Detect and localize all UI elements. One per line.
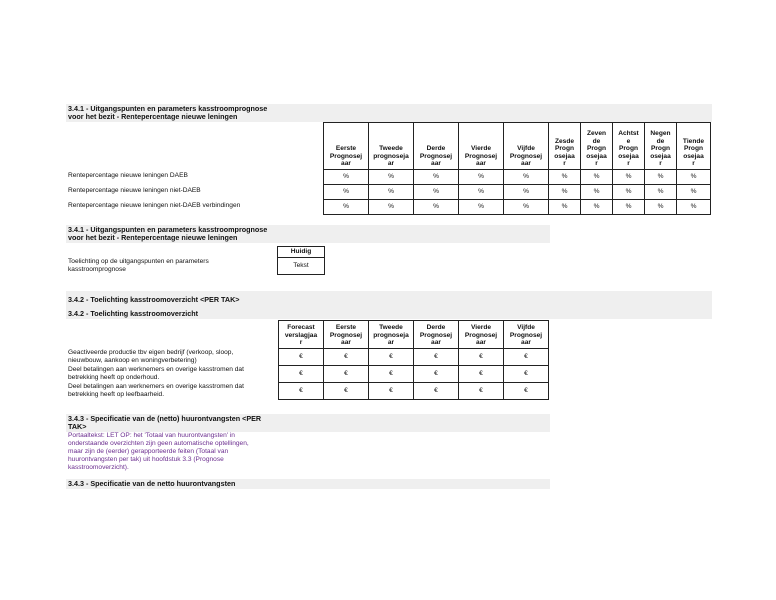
row-label: Rentepercentage nieuwe leningen niet-DAEB: [68, 187, 201, 194]
value-cell[interactable]: %: [459, 170, 504, 185]
value-cell[interactable]: %: [645, 185, 677, 200]
value-cell[interactable]: %: [459, 185, 504, 200]
value-cell[interactable]: €: [504, 383, 549, 400]
header-cell: Huidig: [278, 247, 325, 258]
header-cell: Forecast verslagjaa r: [279, 321, 324, 349]
header-cell: Negen de Progn osejaa r: [645, 123, 677, 170]
value-cell[interactable]: %: [504, 185, 549, 200]
value-cell[interactable]: €: [279, 366, 324, 383]
portal-note: Portaaltekst: LET OP: het 'Totaal van huurontvangsten' in onderstaande overzichten zijn geen automatische optellingen, maar zijn de (eerder) gerapporteerde feiten (Totaal van huurontvangsten per tak) uit hoofdstuk 3.3 (Prognose kasstroomoverzicht).: [68, 432, 249, 471]
value-cell[interactable]: %: [613, 185, 645, 200]
value-cell[interactable]: %: [677, 185, 711, 200]
value-cell[interactable]: €: [279, 383, 324, 400]
value-cell[interactable]: €: [369, 366, 414, 383]
value-cell[interactable]: %: [613, 170, 645, 185]
header-cell: Vierde Prognosej aar: [459, 321, 504, 349]
row-label: Toelichting op de uitgangspunten en parameters kasstroomprognose: [68, 258, 209, 273]
value-cell[interactable]: %: [581, 200, 613, 215]
value-cell[interactable]: €: [414, 349, 459, 366]
value-cell[interactable]: %: [549, 200, 581, 215]
value-cell[interactable]: %: [645, 200, 677, 215]
header-cell: Vierde Prognosej aar: [459, 123, 504, 170]
value-cell[interactable]: €: [459, 383, 504, 400]
value-cell[interactable]: €: [414, 383, 459, 400]
value-cell[interactable]: %: [324, 185, 369, 200]
value-cell[interactable]: %: [504, 170, 549, 185]
value-cell[interactable]: %: [369, 185, 414, 200]
header-cell: Eerste Prognosej aar: [324, 321, 369, 349]
value-cell[interactable]: €: [414, 366, 459, 383]
value-cell[interactable]: %: [581, 170, 613, 185]
value-cell[interactable]: %: [414, 200, 459, 215]
value-cell[interactable]: €: [324, 383, 369, 400]
value-cell[interactable]: €: [324, 349, 369, 366]
row-label: Geactiveerde productie tbv eigen bedrijf (verkoop, sloop, nieuwbouw, aankoop en woningverbetering): [68, 349, 234, 364]
value-cell[interactable]: %: [324, 200, 369, 215]
row-label: Rentepercentage nieuwe leningen DAEB: [68, 172, 188, 179]
header-cell: Derde Prognosej aar: [414, 123, 459, 170]
value-cell[interactable]: %: [459, 200, 504, 215]
section2-title: 3.4.1 - Uitgangspunten en parameters kasstroomprognose voor het bezit - Rentepercentage nieuwe leningen: [68, 225, 268, 243]
section4-title-a: 3.4.3 - Specificatie van de (netto) huurontvangsten <PER TAK>: [68, 414, 262, 432]
value-cell[interactable]: %: [581, 185, 613, 200]
header-cell: Zeven de Progn osejaa r: [581, 123, 613, 170]
value-cell[interactable]: €: [369, 383, 414, 400]
section1-title: 3.4.1 - Uitgangspunten en parameters kasstroomprognose voor het bezit - Rentepercentage nieuwe leningen: [68, 104, 268, 122]
value-cell[interactable]: €: [459, 349, 504, 366]
header-cell: Tweede prognoseja ar: [369, 321, 414, 349]
row-label: Deel betalingen aan werknemers en overige kasstromen dat betrekking heeft op onderhoud.: [68, 366, 244, 381]
value-cell[interactable]: €: [504, 366, 549, 383]
section3-table: [278, 320, 549, 400]
row-label: Rentepercentage nieuwe leningen niet-DAEB verbindingen: [68, 202, 241, 209]
header-cell: Derde Prognosej aar: [414, 321, 459, 349]
header-cell: Vijfde Prognosej aar: [504, 123, 549, 170]
value-cell[interactable]: %: [677, 200, 711, 215]
value-cell[interactable]: %: [677, 170, 711, 185]
value-cell[interactable]: %: [645, 170, 677, 185]
header-cell: Zesde Progn osejaa r: [549, 123, 581, 170]
value-cell[interactable]: €: [459, 366, 504, 383]
value-cell[interactable]: %: [414, 185, 459, 200]
value-cell[interactable]: €: [279, 349, 324, 366]
value-cell[interactable]: %: [369, 200, 414, 215]
row-label: Deel betalingen aan werknemers en overige kasstromen dat betrekking heeft op leefbaarheid.: [68, 383, 244, 398]
value-cell[interactable]: %: [369, 170, 414, 185]
section3-title-a: 3.4.2 - Toelichting kasstroomoverzicht <PER TAK>: [68, 295, 240, 304]
value-cell[interactable]: €: [369, 349, 414, 366]
section4-title-b: 3.4.3 - Specificatie van de netto huurontvangsten: [68, 479, 236, 488]
value-cell[interactable]: %: [613, 200, 645, 215]
value-cell[interactable]: %: [549, 185, 581, 200]
value-cell[interactable]: %: [324, 170, 369, 185]
value-cell[interactable]: Tekst: [278, 258, 325, 275]
section1-table: [323, 122, 711, 215]
header-cell: Tiende Progn osejaa r: [677, 123, 711, 170]
value-cell[interactable]: €: [324, 366, 369, 383]
value-cell[interactable]: %: [549, 170, 581, 185]
section3-title-b: 3.4.2 - Toelichting kasstroomoverzicht: [68, 309, 199, 318]
value-cell[interactable]: %: [414, 170, 459, 185]
header-cell: Achtst e Progn osejaa r: [613, 123, 645, 170]
header-cell: Eerste Prognosej aar: [324, 123, 369, 170]
header-cell: Tweede prognoseja ar: [369, 123, 414, 170]
section2-table: [277, 246, 325, 275]
value-cell[interactable]: €: [504, 349, 549, 366]
header-cell: Vijfde Prognosej aar: [504, 321, 549, 349]
value-cell[interactable]: %: [504, 200, 549, 215]
